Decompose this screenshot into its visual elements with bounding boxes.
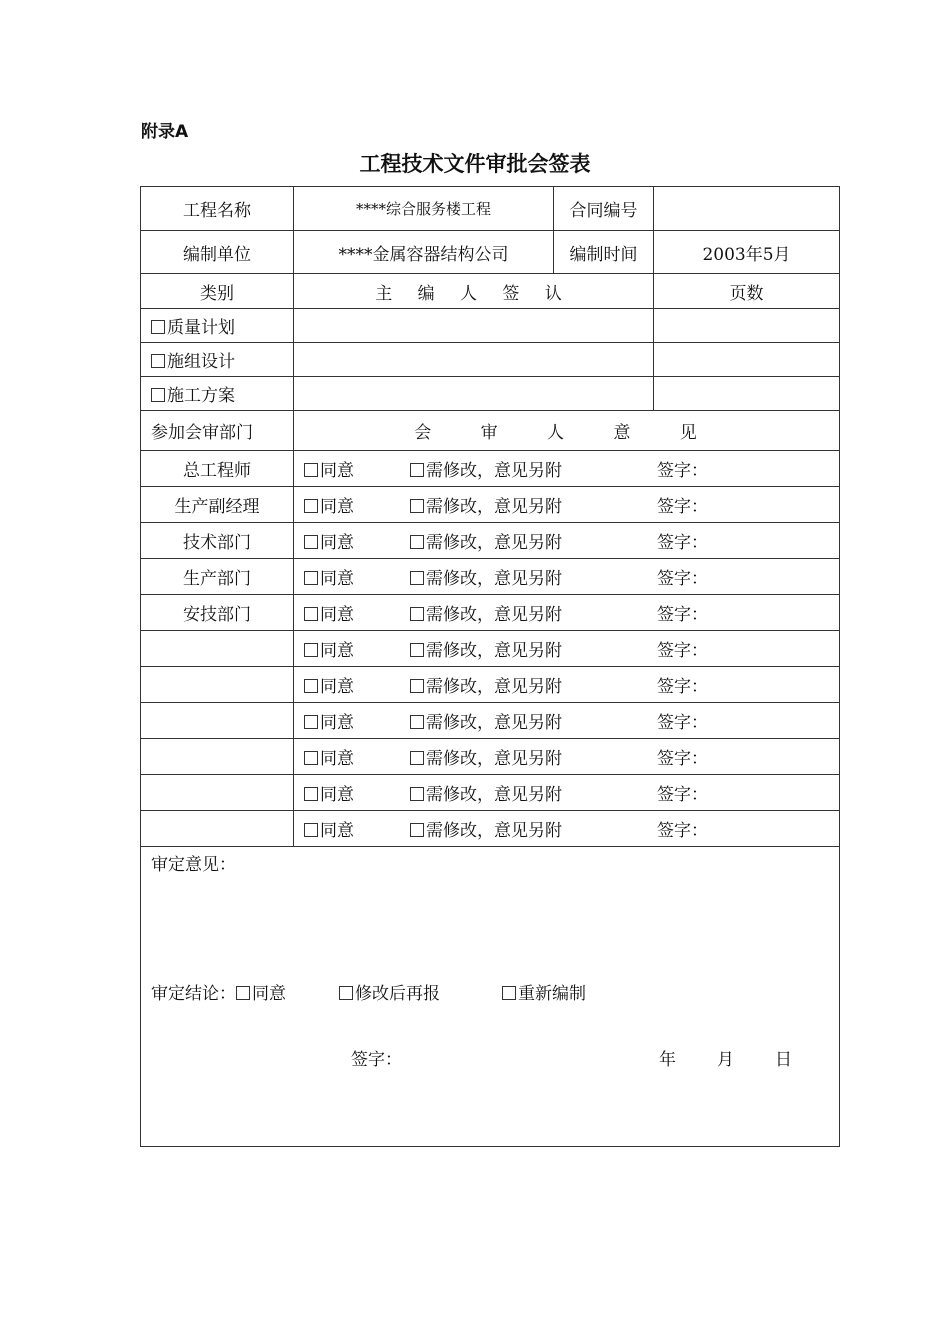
checkbox-icon[interactable] [410,463,424,477]
category-header: 类别 [141,274,294,309]
checkbox-icon[interactable] [339,986,353,1000]
checkbox-icon[interactable] [304,607,318,621]
appendix-label: 附录A [141,122,189,142]
review-row [141,739,840,775]
agree-option[interactable]: 同意 [304,456,410,481]
department-name[interactable] [141,739,294,775]
checkbox-icon[interactable] [410,499,424,513]
checkbox-icon[interactable] [410,679,424,693]
agree-option[interactable]: 同意 [304,708,410,733]
modify-option[interactable]: 需修改，意见另附 [410,636,657,661]
checkbox-icon[interactable] [304,679,318,693]
year-label: 年 [659,1050,676,1070]
chief-editor-sign-field[interactable] [294,309,654,343]
sign-field[interactable]: 签字： [657,749,708,769]
agree-option[interactable]: 同意 [304,780,410,805]
modify-option[interactable]: 需修改，意见另附 [410,528,657,553]
checkbox-icon[interactable] [410,535,424,549]
review-row [141,487,840,523]
conclusion-option-agree[interactable]: 同意 [236,979,339,1004]
approval-date[interactable] [659,1045,833,1070]
checkbox-icon[interactable] [410,823,424,837]
sign-field[interactable]: 签字： [657,641,708,661]
agree-option[interactable]: 同意 [304,744,410,769]
checkbox-icon[interactable] [410,607,424,621]
checkbox-icon[interactable] [151,388,165,402]
modify-option[interactable]: 需修改，意见另附 [410,780,657,805]
approval-sign-field[interactable]: 签字： [351,1050,402,1070]
checkbox-icon[interactable] [151,354,165,368]
category-row [141,377,840,411]
pages-header: 页数 [654,274,840,309]
department-name[interactable] [141,703,294,739]
checkbox-icon[interactable] [410,715,424,729]
modify-option[interactable]: 需修改，意见另附 [410,708,657,733]
sign-field[interactable]: 签字： [657,605,708,625]
agree-option[interactable]: 同意 [304,492,410,517]
agree-option[interactable]: 同意 [304,528,410,553]
checkbox-icon[interactable] [410,571,424,585]
checkbox-icon[interactable] [304,535,318,549]
category-checkbox-quality-plan[interactable]: 质量计划 [141,309,294,343]
checkbox-icon[interactable] [304,571,318,585]
pages-field[interactable] [654,309,840,343]
sign-field[interactable]: 签字： [657,713,708,733]
review-row [141,811,840,847]
contract-no-field[interactable] [654,187,840,231]
approval-conclusion [151,979,586,1004]
modify-option[interactable]: 需修改，意见另附 [410,744,657,769]
day-label: 日 [775,1050,792,1070]
department-name[interactable] [141,775,294,811]
department-name: 总工程师 [141,451,294,487]
conclusion-label: 审定结论： [151,984,236,1004]
project-name-label: 工程名称 [141,187,294,231]
agree-option[interactable]: 同意 [304,672,410,697]
final-approval-section [141,847,840,1147]
department-name[interactable] [141,811,294,847]
approval-opinion-label: 审定意见： [151,855,236,875]
department-name[interactable] [141,667,294,703]
department-name[interactable] [141,631,294,667]
department-name: 技术部门 [141,523,294,559]
sign-field[interactable]: 签字： [657,677,708,697]
pages-field[interactable] [654,377,840,411]
checkbox-icon[interactable] [151,320,165,334]
modify-option[interactable]: 需修改，意见另附 [410,816,657,841]
compiler-unit-label: 编制单位 [141,231,294,274]
conclusion-option-revise-resubmit[interactable]: 修改后再报 [339,979,502,1004]
review-row [141,631,840,667]
modify-option[interactable]: 需修改，意见另附 [410,672,657,697]
project-name-field[interactable]: ****综合服务楼工程 [294,187,554,231]
sign-field[interactable]: 签字： [657,461,708,481]
review-row [141,703,840,739]
compile-time-label: 编制时间 [554,231,654,274]
checkbox-icon[interactable] [502,986,516,1000]
pages-field[interactable] [654,343,840,377]
review-row [141,559,840,595]
checkbox-icon[interactable] [304,499,318,513]
checkbox-icon[interactable] [304,823,318,837]
opinion-header: 会 审 人 意 见 [294,411,840,451]
checkbox-icon[interactable] [410,787,424,801]
chief-editor-sign-header: 主 编 人 签 认 [294,274,654,309]
department-name: 生产副经理 [141,487,294,523]
category-row [141,309,840,343]
agree-option[interactable]: 同意 [304,816,410,841]
checkbox-icon[interactable] [304,463,318,477]
conclusion-option-recompile[interactable]: 重新编制 [502,979,586,1004]
sign-field[interactable]: 签字： [657,533,708,553]
department-header: 参加会审部门 [141,411,294,451]
review-row [141,667,840,703]
category-row [141,343,840,377]
month-label: 月 [717,1050,734,1070]
chief-editor-sign-field[interactable] [294,343,654,377]
modify-option[interactable]: 需修改，意见另附 [410,564,657,589]
sign-field[interactable]: 签字： [657,497,708,517]
modify-option[interactable]: 需修改，意见另附 [410,492,657,517]
category-checkbox-construction-plan[interactable]: 施工方案 [141,377,294,411]
compiler-unit-field[interactable]: ****金属容器结构公司 [294,231,554,274]
category-checkbox-construction-design[interactable]: 施组设计 [141,343,294,377]
review-row [141,451,840,487]
sign-field[interactable]: 签字： [657,821,708,841]
checkbox-icon[interactable] [304,751,318,765]
checkbox-icon[interactable] [304,715,318,729]
review-row [141,775,840,811]
checkbox-icon[interactable] [236,986,250,1000]
agree-option[interactable]: 同意 [304,636,410,661]
approval-form-table [140,186,840,1147]
modify-option[interactable]: 需修改，意见另附 [410,600,657,625]
compile-time-field[interactable]: 2003年5月 [654,231,840,274]
department-name: 安技部门 [141,595,294,631]
contract-no-label: 合同编号 [554,187,654,231]
checkbox-icon[interactable] [410,751,424,765]
checkbox-icon[interactable] [410,643,424,657]
modify-option[interactable]: 需修改，意见另附 [410,456,657,481]
checkbox-icon[interactable] [304,787,318,801]
page-title: 工程技术文件审批会签表 [359,152,591,176]
sign-field[interactable]: 签字： [657,785,708,805]
sign-field[interactable]: 签字： [657,569,708,589]
checkbox-icon[interactable] [304,643,318,657]
department-name: 生产部门 [141,559,294,595]
agree-option[interactable]: 同意 [304,564,410,589]
agree-option[interactable]: 同意 [304,600,410,625]
chief-editor-sign-field[interactable] [294,377,654,411]
review-row [141,523,840,559]
review-row [141,595,840,631]
